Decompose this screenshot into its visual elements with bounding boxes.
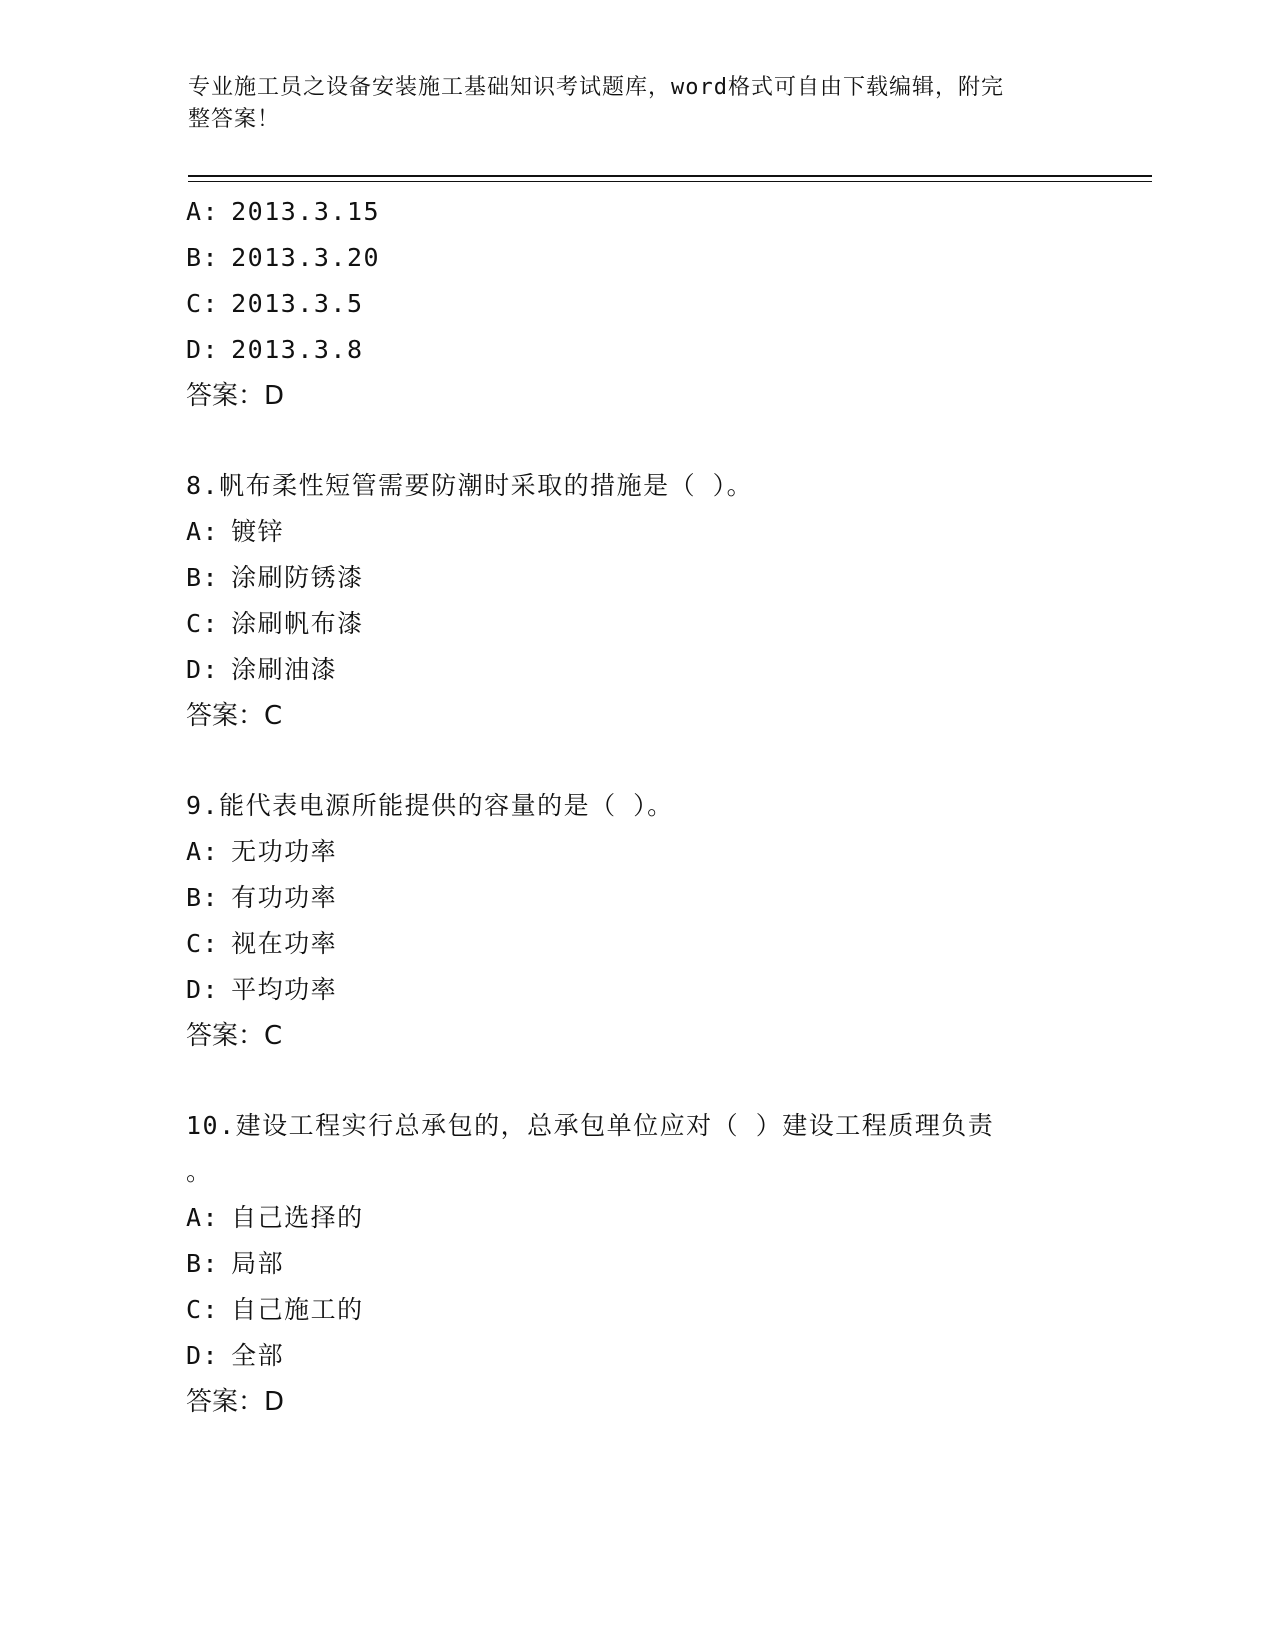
- option-label: C:: [186, 609, 220, 638]
- header-divider-thin: [188, 181, 1152, 182]
- answer-line: 答案：D: [186, 1387, 285, 1417]
- answer-line: 答案：D: [186, 381, 285, 411]
- option-label: B:: [186, 563, 220, 592]
- option-text: 2013.3.20: [231, 243, 381, 272]
- option-label: D:: [186, 1341, 220, 1370]
- answer-line: 答案：C: [186, 701, 283, 731]
- option-label: B:: [186, 243, 220, 272]
- header-line-1: 专业施工员之设备安装施工基础知识考试题库，word格式可自由下载编辑，附完: [188, 75, 1004, 100]
- option-label: A:: [186, 517, 220, 546]
- option-b: [186, 1241, 1086, 1287]
- spacer: [186, 419, 1086, 463]
- option-a: [186, 509, 1086, 555]
- option-text: 有功功率: [231, 883, 338, 912]
- question-list: [186, 189, 1086, 1425]
- spacer: [186, 1059, 1086, 1103]
- question-stem: 9.能代表电源所能提供的容量的是（ ）。: [186, 791, 674, 820]
- option-label: B:: [186, 1249, 220, 1278]
- spacer: [186, 739, 1086, 783]
- option-a: [186, 189, 1086, 235]
- option-label: C:: [186, 1295, 220, 1324]
- option-label: A:: [186, 197, 220, 226]
- option-text: 镀锌: [231, 517, 285, 546]
- option-label: A:: [186, 1203, 220, 1232]
- option-d: [186, 647, 1086, 693]
- question-9: [186, 783, 1086, 1059]
- question-stem: 8.帆布柔性短管需要防潮时采取的措施是（ ）。: [186, 471, 754, 500]
- option-d: [186, 327, 1086, 373]
- option-text: 局部: [231, 1249, 285, 1278]
- option-c: [186, 921, 1086, 967]
- option-text: 涂刷油漆: [231, 655, 338, 684]
- option-text: 无功功率: [231, 837, 338, 866]
- option-b: [186, 555, 1086, 601]
- option-c: [186, 601, 1086, 647]
- question-stem: 10.建设工程实行总承包的，总承包单位应对（ ）建设工程质理负责: [186, 1111, 995, 1140]
- option-label: D:: [186, 655, 220, 684]
- question-10: [186, 1103, 1086, 1425]
- option-text: 平均功率: [231, 975, 338, 1004]
- question-8: [186, 463, 1086, 739]
- option-c: [186, 281, 1086, 327]
- option-label: D:: [186, 975, 220, 1004]
- option-b: [186, 235, 1086, 281]
- option-text: 2013.3.5: [231, 289, 364, 318]
- answer-line: 答案：C: [186, 1021, 283, 1051]
- option-label: B:: [186, 883, 220, 912]
- option-a: [186, 1195, 1086, 1241]
- option-c: [186, 1287, 1086, 1333]
- document-header: [188, 72, 1068, 136]
- option-text: 涂刷帆布漆: [231, 609, 364, 638]
- option-label: D:: [186, 335, 220, 364]
- option-text: 2013.3.8: [231, 335, 364, 364]
- option-label: C:: [186, 929, 220, 958]
- option-d: [186, 1333, 1086, 1379]
- option-text: 自己施工的: [231, 1295, 364, 1324]
- question-stem-continuation: 。: [186, 1157, 213, 1186]
- option-b: [186, 875, 1086, 921]
- option-a: [186, 829, 1086, 875]
- header-line-2: 整答案！: [188, 107, 281, 132]
- option-text: 全部: [231, 1341, 285, 1370]
- option-text: 自己选择的: [231, 1203, 364, 1232]
- option-text: 视在功率: [231, 929, 338, 958]
- header-divider-thick: [188, 175, 1152, 177]
- option-label: A:: [186, 837, 220, 866]
- question-7-continued: [186, 189, 1086, 419]
- option-label: C:: [186, 289, 220, 318]
- option-text: 2013.3.15: [231, 197, 381, 226]
- option-d: [186, 967, 1086, 1013]
- option-text: 涂刷防锈漆: [231, 563, 364, 592]
